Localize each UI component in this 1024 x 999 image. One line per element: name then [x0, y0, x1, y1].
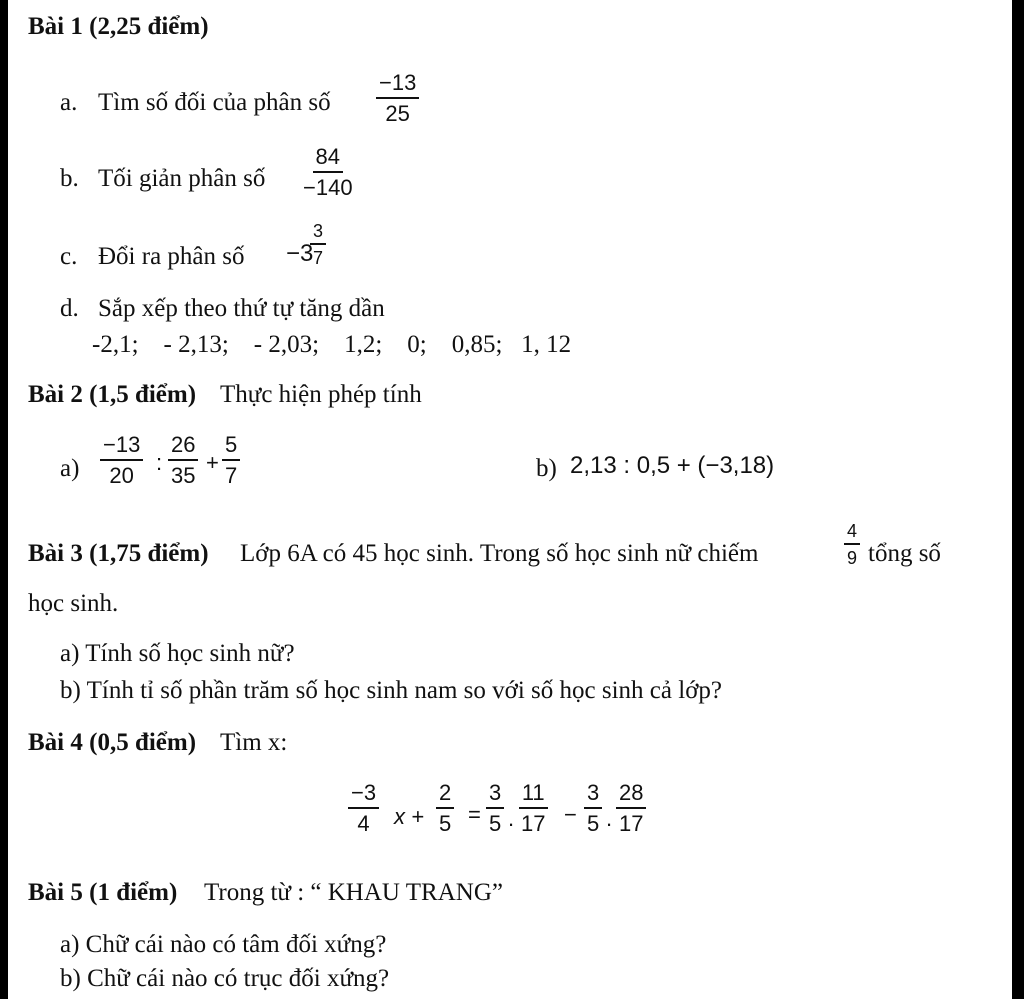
bai3-text-before: Lớp 6A có 45 học sinh. Trong số học sinh nữ chiếm	[240, 540, 759, 567]
bai5-question-b: b) Chữ cái nào có trục đối xứng?	[60, 965, 390, 992]
bai3-title: Bài 3 (1,75 điểm)	[28, 540, 209, 567]
bai1-c-fraction	[310, 222, 326, 267]
bai4-dot-2: .	[606, 806, 613, 831]
bai1-b-label: b.	[60, 165, 79, 192]
bai1-a-numerator: −13	[376, 72, 419, 99]
bai1-b-numerator: 84	[313, 146, 343, 173]
bai2-a-fraction-1	[100, 434, 143, 487]
bai1-title: Bài 1 (2,25 điểm)	[28, 13, 209, 40]
bai1-c-whole: −3	[286, 240, 314, 267]
bai1-c-numerator: 3	[310, 222, 326, 245]
bai2-a-f2-denominator: 35	[171, 463, 196, 488]
bai4-equals: =	[468, 802, 481, 827]
bai4-f2-numerator: 2	[436, 782, 454, 809]
bai2-a-fraction-3	[222, 434, 240, 487]
bai5-title: Bài 5 (1 điểm)	[28, 879, 178, 906]
bai4-f2-denominator: 5	[439, 811, 452, 836]
bai1-a-label: a.	[60, 89, 78, 116]
bai1-a-denominator: 25	[385, 101, 410, 126]
bai2-a-f3-numerator: 5	[222, 434, 240, 461]
bai1-b-text: Tối giản phân số	[98, 165, 266, 192]
bai4-f5-numerator: 3	[584, 782, 602, 809]
bai4-minus: −	[564, 802, 577, 827]
bai1-d-numbers: -2,1; - 2,13; - 2,03; 1,2; 0; 0,85; 1, 12	[92, 331, 572, 358]
bai1-c-text: Đổi ra phân số	[98, 243, 245, 270]
bai4-title: Bài 4 (0,5 điểm)	[28, 729, 197, 756]
bai2-a-f2-numerator: 26	[168, 434, 198, 461]
bai1-b-fraction	[300, 146, 356, 199]
bai1-c-label: c.	[60, 243, 78, 270]
bai2-a-op1: :	[156, 450, 163, 475]
bai1-b-denominator: −140	[303, 175, 353, 200]
bai3-question-b: b) Tính tỉ số phần trăm số học sinh nam so với số học sinh cả lớp?	[60, 677, 723, 704]
bai4-f4-numerator: 11	[519, 782, 548, 809]
bai4-fraction-1	[348, 782, 379, 835]
bai2-a-op2: +	[206, 450, 219, 475]
bai4-subtitle: Tìm x:	[220, 729, 288, 756]
bai4-dot-1: .	[508, 806, 515, 831]
bai2-a-label: a)	[60, 455, 80, 482]
bai4-fraction-4	[518, 782, 548, 835]
bai2-a-f1-numerator: −13	[100, 434, 143, 461]
bai1-d-label: d.	[60, 295, 79, 322]
bai3-text-after: tổng số	[868, 540, 941, 567]
bai4-fraction-2	[436, 782, 454, 835]
bai3-text-line2: học sinh.	[28, 590, 119, 617]
bai2-subtitle: Thực hiện phép tính	[220, 381, 422, 408]
bai2-b-label: b)	[536, 455, 557, 482]
bai4-f3-denominator: 5	[489, 811, 502, 836]
document-page	[8, 0, 1012, 999]
bai4-f1-denominator: 4	[357, 811, 370, 836]
bai4-f6-denominator: 17	[619, 811, 644, 836]
bai2-a-f3-denominator: 7	[225, 463, 238, 488]
bai1-a-fraction	[376, 72, 419, 125]
bai3-fraction-numerator: 4	[844, 522, 860, 545]
bai4-f4-denominator: 17	[521, 811, 546, 836]
bai4-fraction-6	[616, 782, 646, 835]
bai1-c-denominator: 7	[313, 248, 324, 268]
bai4-f1-numerator: −3	[348, 782, 379, 809]
bai3-fraction	[844, 522, 860, 567]
bai4-f6-numerator: 28	[616, 782, 646, 809]
bai4-f3-numerator: 3	[486, 782, 504, 809]
bai4-x-plus: x +	[394, 804, 424, 829]
bai5-question-a: a) Chữ cái nào có tâm đối xứng?	[60, 931, 387, 958]
bai4-f5-denominator: 5	[587, 811, 600, 836]
bai2-a-f1-denominator: 20	[109, 463, 134, 488]
bai3-question-a: a) Tính số học sinh nữ?	[60, 640, 295, 667]
bai3-fraction-denominator: 9	[847, 548, 858, 568]
bai5-subtitle: Trong từ : “ KHAU TRANG”	[204, 879, 503, 906]
bai1-d-text: Sắp xếp theo thứ tự tăng dần	[98, 295, 385, 322]
bai1-a-text: Tìm số đối của phân số	[98, 89, 331, 116]
bai4-fraction-3	[486, 782, 504, 835]
bai2-title: Bài 2 (1,5 điểm)	[28, 381, 197, 408]
bai4-fraction-5	[584, 782, 602, 835]
bai2-b-expression: 2,13 : 0,5 + (−3,18)	[570, 452, 775, 479]
bai2-a-fraction-2	[168, 434, 198, 487]
